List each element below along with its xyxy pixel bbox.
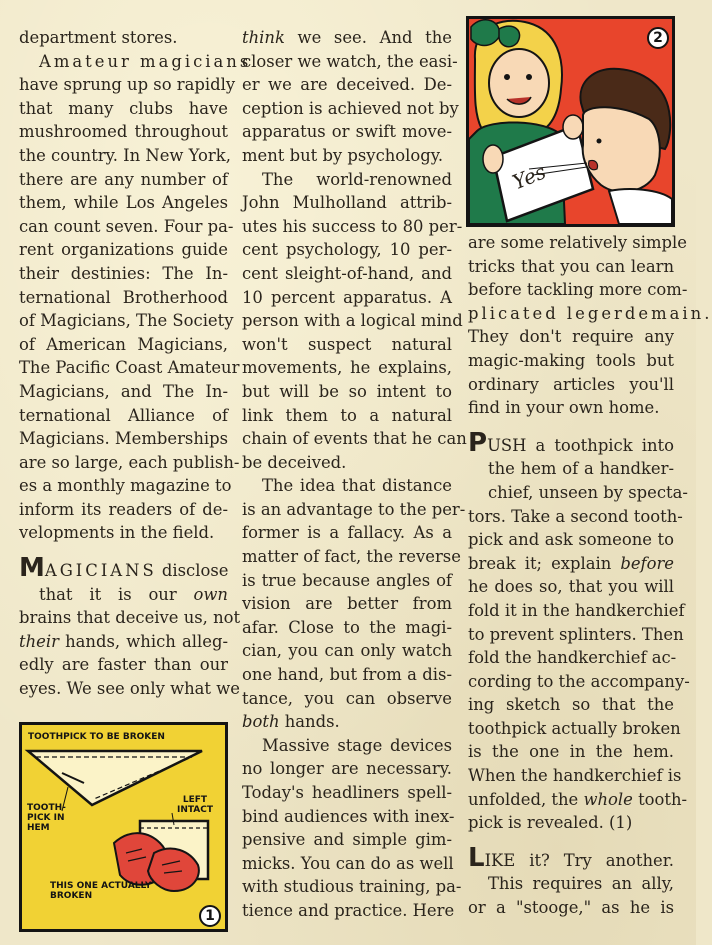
heading-rest: a toothpick into xyxy=(526,435,674,455)
text-line: there are any number of xyxy=(19,169,228,189)
text-run: that it is our xyxy=(39,584,194,604)
card-yes-text: Yes xyxy=(509,159,550,195)
text-line: department stores. xyxy=(19,28,178,47)
text-line: apparatus or swift move- xyxy=(242,122,452,142)
drop-cap: L xyxy=(468,842,485,873)
section-heading xyxy=(468,427,674,458)
text-line: bind audiences with inex- xyxy=(242,806,455,826)
text-line: ordinary articles you'll xyxy=(468,374,674,394)
text-line: fold the handkerchief ac- xyxy=(468,648,677,668)
italic-run: think xyxy=(242,28,285,47)
text-line: pick and ask someone to xyxy=(468,530,674,550)
hair-bow xyxy=(499,26,520,47)
column-1 xyxy=(19,26,252,701)
text-line: can count seven. Four pa- xyxy=(19,216,234,236)
text-line xyxy=(242,26,452,50)
italic-run: own xyxy=(193,584,228,604)
paragraph-gap xyxy=(468,835,674,847)
text-line: The idea that distance xyxy=(262,476,452,496)
text-line: eyes. We see only what we xyxy=(19,679,240,699)
text-line: vision are better from xyxy=(242,594,452,614)
text-line: micks. You can do as well xyxy=(242,853,454,873)
illustration-panel-2 xyxy=(466,16,675,227)
text-line: former is a fallacy. As a xyxy=(242,523,452,543)
text-line: their destinies: The In- xyxy=(19,263,228,283)
text-line: velopments in the field. xyxy=(19,523,215,543)
text-line: er we are deceived. De- xyxy=(242,75,452,95)
text-line: before tackling more com- xyxy=(468,280,688,300)
text-line: 10 percent apparatus. A xyxy=(242,287,452,307)
text-run: hands, which alleg- xyxy=(58,631,228,651)
text-line: cording to the accompany- xyxy=(468,671,690,691)
text-line: plicated legerdemain. xyxy=(468,303,712,323)
italic-run: before xyxy=(620,553,674,573)
text-line: Amateur magicians xyxy=(39,51,252,71)
paragraph-gap xyxy=(19,545,228,557)
italic-run: both xyxy=(242,712,280,732)
text-line: tors. Take a second tooth- xyxy=(468,506,683,526)
italic-run: their xyxy=(19,631,59,651)
text-run: we see. And the xyxy=(284,28,452,47)
paragraph-mulholland xyxy=(242,168,467,475)
text-line: but will be so intent to xyxy=(242,381,452,401)
text-line: be deceived. xyxy=(242,452,347,472)
text-line: Magicians, and The In- xyxy=(19,381,228,401)
text-line: The Pacific Coast Amateur xyxy=(19,358,240,378)
paragraph-push-toothpick xyxy=(468,427,690,835)
hair-bow xyxy=(471,20,500,46)
paragraph-simple-tricks xyxy=(468,231,712,420)
text-line: afar. Close to the magi- xyxy=(242,617,452,637)
boy-mouth xyxy=(589,160,598,169)
panel-number-badge: 2 xyxy=(647,27,669,49)
paragraph-distance xyxy=(242,474,466,734)
text-line: are some relatively simple xyxy=(468,233,687,252)
column-3 xyxy=(468,231,712,920)
text-line: matter of fact, the reverse xyxy=(242,547,461,567)
text-line: John Mulholland attrib- xyxy=(242,193,452,213)
section-heading xyxy=(468,842,674,873)
text-line: the country. In New York, xyxy=(19,145,231,165)
heading-word: IKE xyxy=(484,850,516,870)
text-line: tance, you can observe xyxy=(242,688,452,708)
text-line: edly are faster than our xyxy=(19,655,228,675)
text-line xyxy=(468,788,688,812)
text-line: ception is achieved not by xyxy=(242,98,459,118)
text-run: break it; explain xyxy=(468,553,621,573)
text-line: cent psychology, 10 per- xyxy=(242,240,452,260)
paragraph-magicians xyxy=(19,553,241,701)
panel-number-badge: 1 xyxy=(199,905,221,927)
text-line: mushroomed throughout xyxy=(19,122,228,142)
text-line: This requires an ally, xyxy=(488,874,674,894)
text-line: toothpick actually broken xyxy=(468,718,681,738)
text-line: of Magicians, The Society xyxy=(19,311,234,331)
text-run: tooth- xyxy=(632,789,688,809)
boy-shirt xyxy=(609,189,672,224)
text-line: ing sketch so that the xyxy=(468,695,674,715)
heading-word: USH xyxy=(487,435,527,455)
text-line: find in your own home. xyxy=(468,398,660,418)
text-line: is an advantage to the per- xyxy=(242,499,466,519)
caption-left-intact: LEFT INTACT xyxy=(176,795,214,815)
text-line xyxy=(19,583,228,607)
paragraph-gap xyxy=(468,420,674,432)
text-line: closer we watch, the easi- xyxy=(242,51,458,71)
text-line: them, while Los Angeles xyxy=(19,193,228,213)
text-line: person with a logical mind xyxy=(242,311,463,331)
text-line xyxy=(242,710,452,734)
girl-hand xyxy=(483,145,503,173)
girl-eye xyxy=(526,74,532,80)
text-line: tience and practice. Here xyxy=(242,900,455,920)
text-line: one hand, but from a dis- xyxy=(242,665,452,685)
text-line: ternational Brotherhood xyxy=(19,287,228,307)
text-line: is the one in the hem. xyxy=(468,742,674,762)
heading-rest: it? Try another. xyxy=(515,850,674,870)
text-line: pensive and simple gim- xyxy=(242,830,452,850)
text-line: Magicians. Memberships xyxy=(19,429,229,449)
text-line: es a monthly magazine to xyxy=(19,476,232,496)
paragraph-like-it xyxy=(468,842,674,920)
text-line: They don't require any xyxy=(468,327,674,347)
girl-hand xyxy=(563,115,583,139)
text-line: inform its readers of de- xyxy=(19,499,228,519)
text-line: are so large, each publish- xyxy=(19,452,240,472)
text-line: rent organizations guide xyxy=(19,240,228,260)
text-line: no longer are necessary. xyxy=(242,759,452,779)
text-line: with studious training, pa- xyxy=(242,877,462,897)
text-line: to prevent splinters. Then xyxy=(468,624,684,644)
caption-actually-broken: THIS ONE ACTUALLY BROKEN xyxy=(50,881,152,901)
text-line: or a "stooge," as he is xyxy=(468,898,674,918)
text-line: won't suspect natural xyxy=(242,334,452,354)
boy-face xyxy=(583,107,660,192)
heading-word: AGICIANS xyxy=(44,561,157,581)
text-line: chief, unseen by specta- xyxy=(488,482,688,502)
text-line: fold it in the handkerchief xyxy=(468,600,685,620)
text-line: have sprung up so rapidly xyxy=(19,75,236,95)
drop-cap: P xyxy=(468,427,488,458)
text-line: ment but by psychology. xyxy=(242,145,444,165)
text-line: pick is revealed. (1) xyxy=(468,813,633,833)
text-line: tricks that you can learn xyxy=(468,256,674,276)
text-line: is true because angles of xyxy=(242,570,452,590)
text-line: the hem of a handker- xyxy=(488,459,674,479)
text-line: magic-making tools but xyxy=(468,350,674,370)
drop-cap: M xyxy=(19,553,45,584)
text-line: that many clubs have xyxy=(19,98,228,118)
text-run: hands. xyxy=(279,712,340,732)
text-line: Massive stage devices xyxy=(262,735,452,755)
text-line: cian, you can only watch xyxy=(242,641,452,661)
paragraph-continued xyxy=(242,26,459,168)
caption-toothpick-to-be-broken: TOOTHPICK TO BE BROKEN xyxy=(28,732,165,742)
text-line xyxy=(19,630,228,654)
text-run: unfolded, the xyxy=(468,789,584,809)
paragraph-1 xyxy=(19,26,252,545)
caption-toothpick-in-hem: TOOTH-PICK IN HEM xyxy=(27,803,66,833)
text-line: utes his success to 80 per- xyxy=(242,216,463,236)
girl-eye xyxy=(504,74,510,80)
text-line: brains that deceive us, not xyxy=(19,608,241,628)
italic-run: whole xyxy=(583,789,633,809)
text-line: cent sleight-of-hand, and xyxy=(242,263,452,283)
text-line: ternational Alliance of xyxy=(19,405,228,425)
heading-rest: disclose xyxy=(156,561,229,581)
section-heading xyxy=(19,553,229,584)
boy-eye xyxy=(597,139,602,144)
text-line: The world-renowned xyxy=(262,169,452,189)
text-line: Today's headliners spell- xyxy=(242,783,452,802)
girl-and-boy-illustration xyxy=(469,19,672,224)
text-line: of American Magicians, xyxy=(19,334,228,354)
illustration-panel-1 xyxy=(19,722,228,932)
girl-face xyxy=(489,49,549,117)
column-2 xyxy=(242,26,467,923)
text-line: link them to a natural xyxy=(242,405,452,425)
text-line xyxy=(468,552,674,576)
text-line: movements, he explains, xyxy=(242,358,452,378)
text-line: chain of events that he can xyxy=(242,429,467,449)
text-line: When the handkerchief is xyxy=(468,766,682,786)
text-line: he does so, that you will xyxy=(468,577,674,597)
paragraph-stage-devices xyxy=(242,734,462,923)
